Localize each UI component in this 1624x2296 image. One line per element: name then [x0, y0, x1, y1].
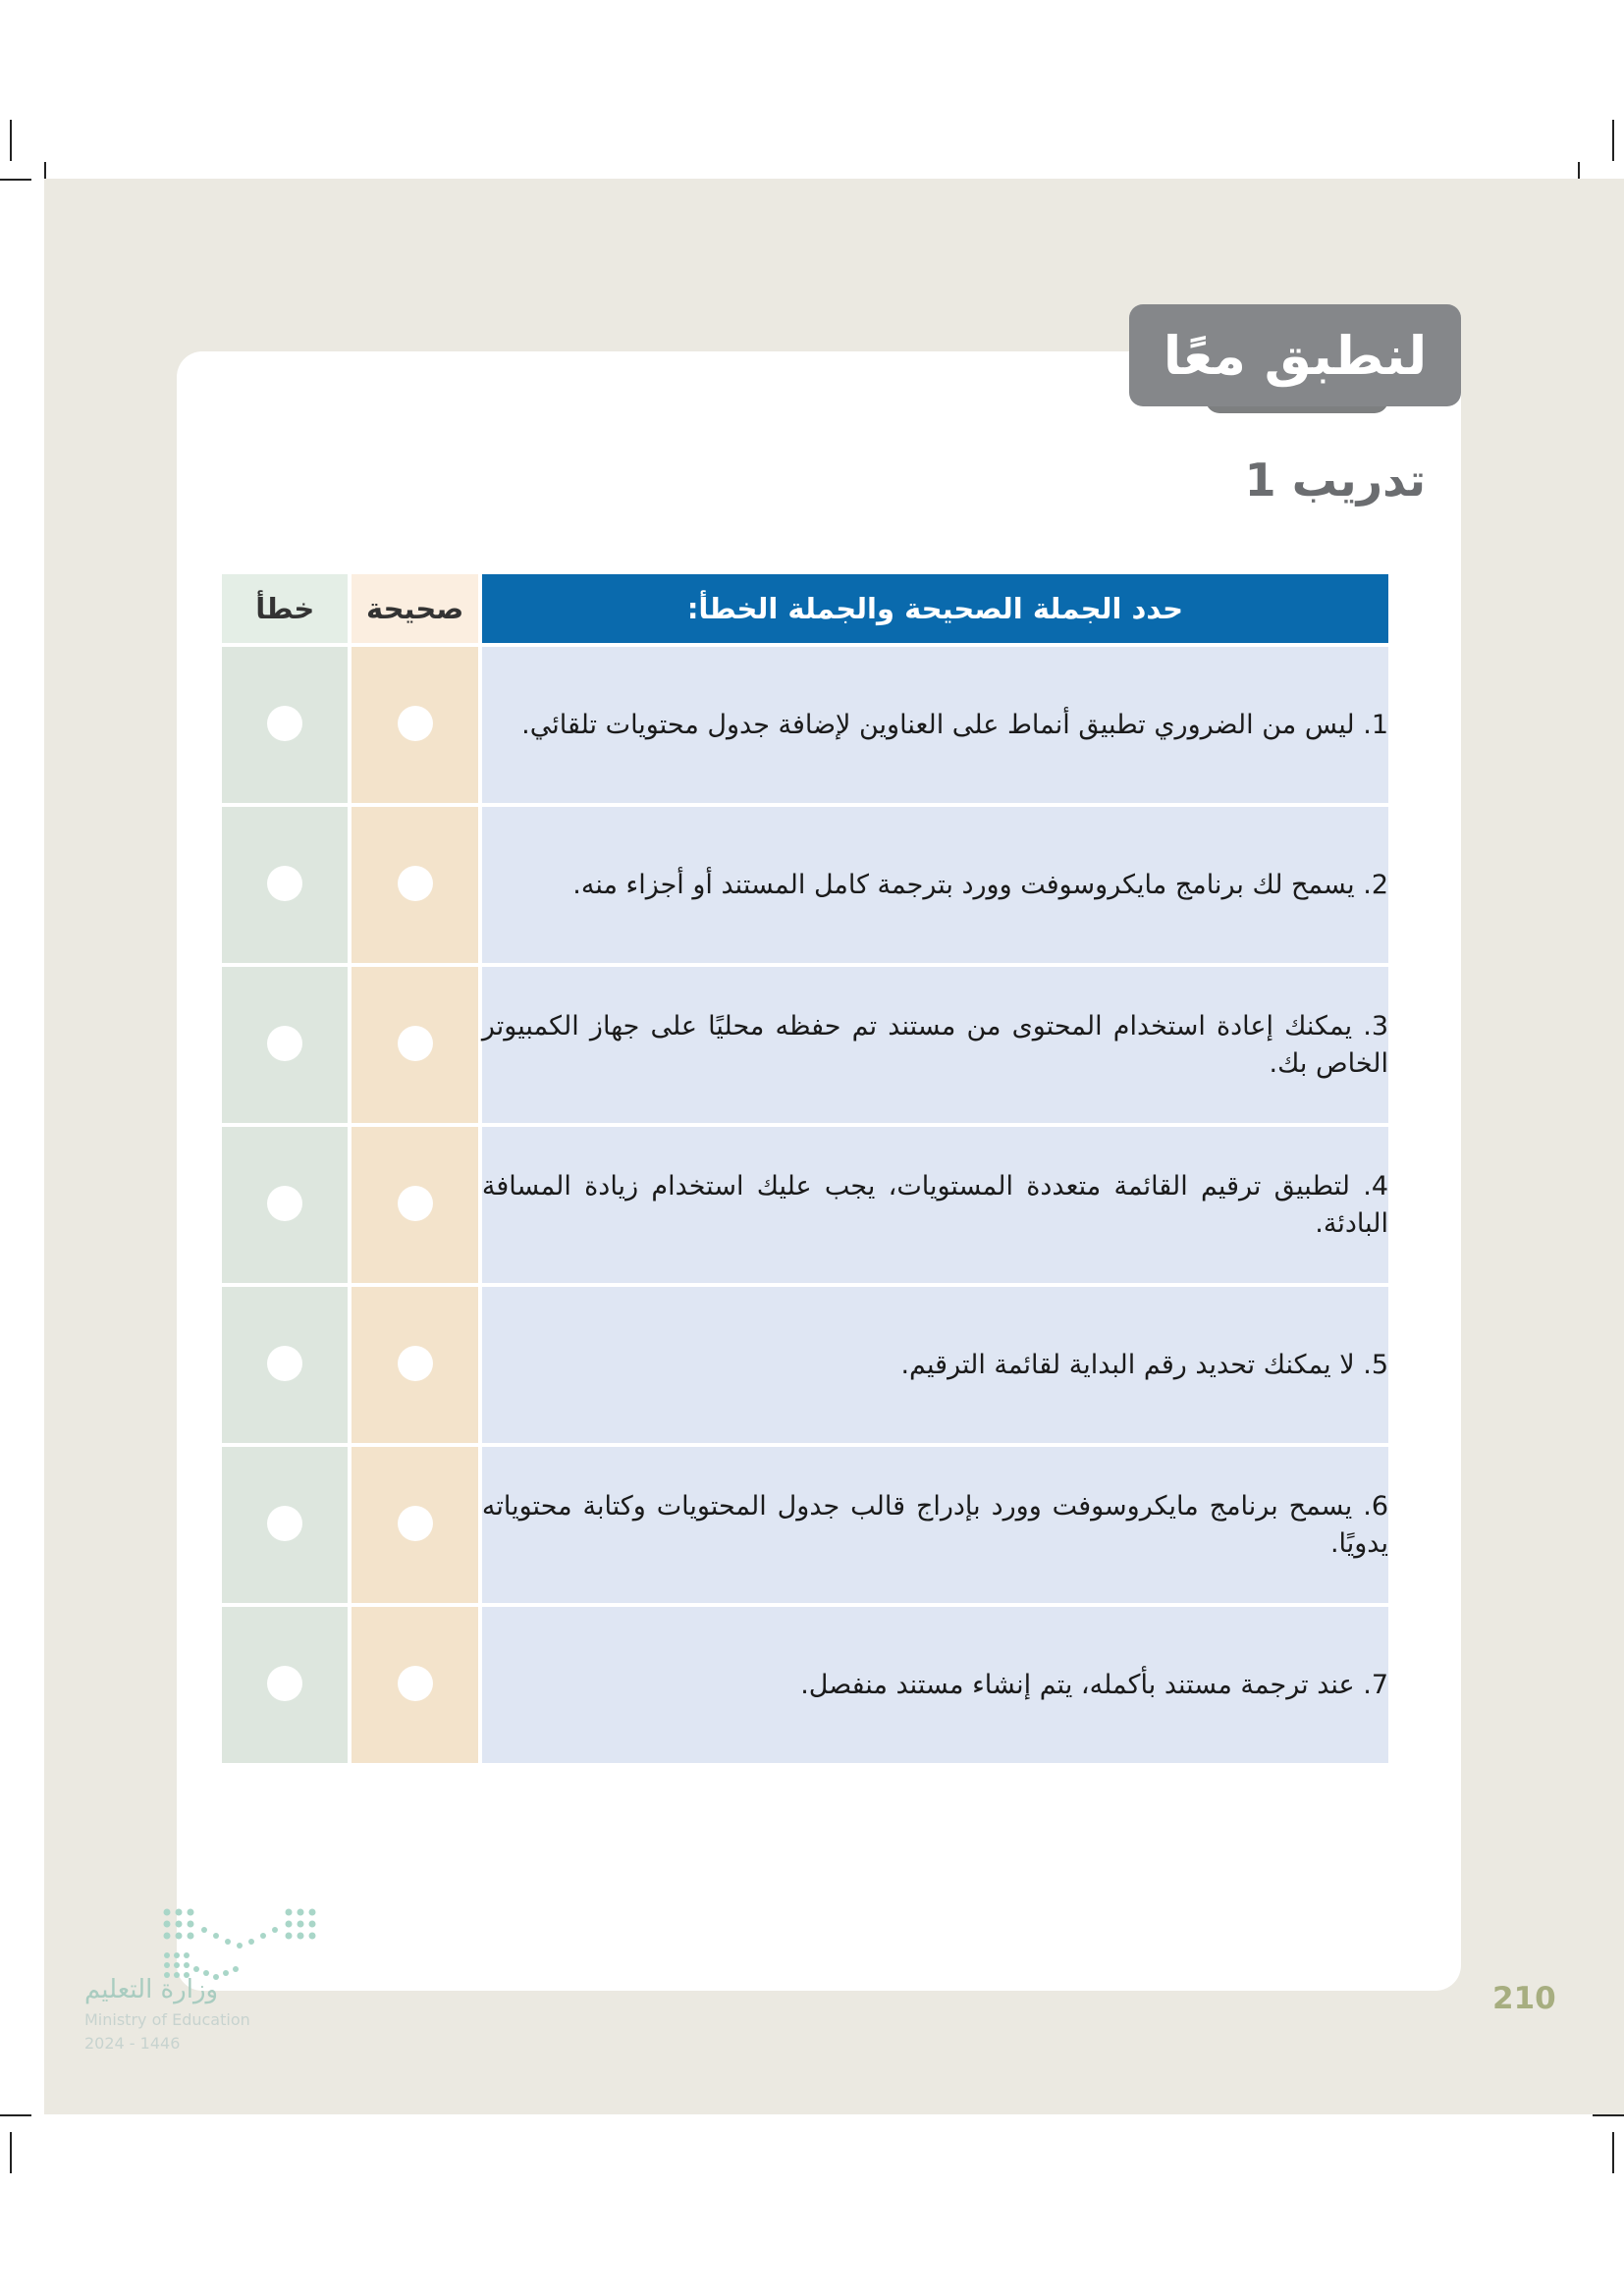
correct-radio[interactable]	[398, 1026, 433, 1061]
wrong-cell	[222, 1287, 348, 1443]
wrong-cell	[222, 1447, 348, 1603]
wrong-radio[interactable]	[267, 1346, 302, 1381]
correct-column-header: صحيحة	[352, 574, 477, 643]
statement-text: 5. لا يمكنك تحديد رقم البداية لقائمة الترقيم.	[482, 1287, 1388, 1443]
correct-radio[interactable]	[398, 1506, 433, 1541]
table-header-row	[222, 574, 1388, 643]
crop-mark	[10, 2132, 12, 2173]
crop-mark	[0, 2114, 31, 2116]
wrong-radio[interactable]	[267, 1506, 302, 1541]
table-row	[222, 807, 1388, 963]
statement-text: 3. يمكنك إعادة استخدام المحتوى من مستند تم حفظه محليًا على جهاز الكمبيوتر الخاص بك.	[482, 967, 1388, 1123]
correct-radio[interactable]	[398, 706, 433, 741]
true-false-table	[218, 570, 1392, 1767]
correct-cell	[352, 647, 477, 803]
wrong-cell	[222, 807, 348, 963]
correct-radio[interactable]	[398, 1186, 433, 1221]
statement-text: 6. يسمح برنامج مايكروسوفت وورد بإدراج قالب جدول المحتويات وكتابة محتوياته يدويًا.	[482, 1447, 1388, 1603]
ministry-name-arabic: وزارة التعليم	[84, 1975, 219, 2004]
wrong-cell	[222, 967, 348, 1123]
ministry-year: 2024 - 1446	[84, 2034, 181, 2053]
table-row	[222, 967, 1388, 1123]
page-number: 210	[1492, 1981, 1556, 2016]
statement-text: 1. ليس من الضروري تطبيق أنماط على العناوين لإضافة جدول محتويات تلقائي.	[482, 647, 1388, 803]
section-banner: لنطبق معًا	[1129, 304, 1461, 406]
exercise-title: تدريب 1	[1244, 454, 1426, 507]
table-row	[222, 1127, 1388, 1283]
statement-text: 4. لتطبيق ترقيم القائمة متعددة المستويات، يجب عليك استخدام زيادة المسافة البادئة.	[482, 1127, 1388, 1283]
correct-cell	[352, 1287, 477, 1443]
crop-mark	[1612, 2132, 1614, 2173]
correct-radio[interactable]	[398, 866, 433, 901]
correct-cell	[352, 807, 477, 963]
wrong-radio[interactable]	[267, 1026, 302, 1061]
correct-cell	[352, 1447, 477, 1603]
table-row	[222, 1607, 1388, 1763]
ministry-name-english: Ministry of Education	[84, 2010, 250, 2029]
question-column-header: حدد الجملة الصحيحة والجملة الخطأ:	[482, 574, 1388, 643]
wrong-radio[interactable]	[267, 866, 302, 901]
crop-mark	[0, 179, 31, 181]
correct-cell	[352, 1127, 477, 1283]
wrong-cell	[222, 1127, 348, 1283]
wrong-cell	[222, 1607, 348, 1763]
crop-mark	[1612, 120, 1614, 161]
table-row	[222, 1287, 1388, 1443]
crop-mark	[1593, 2114, 1624, 2116]
wrong-radio[interactable]	[267, 1186, 302, 1221]
statement-text: 7. عند ترجمة مستند بأكمله، يتم إنشاء مستند منفصل.	[482, 1607, 1388, 1763]
ministry-logo-dots-icon	[157, 1902, 324, 1961]
table-row	[222, 1447, 1388, 1603]
wrong-column-header: خطأ	[222, 574, 348, 643]
correct-radio[interactable]	[398, 1346, 433, 1381]
wrong-cell	[222, 647, 348, 803]
crop-mark	[10, 120, 12, 161]
table-row	[222, 647, 1388, 803]
correct-cell	[352, 1607, 477, 1763]
statement-text: 2. يسمح لك برنامج مايكروسوفت وورد بترجمة كامل المستند أو أجزاء منه.	[482, 807, 1388, 963]
wrong-radio[interactable]	[267, 706, 302, 741]
wrong-radio[interactable]	[267, 1666, 302, 1701]
correct-radio[interactable]	[398, 1666, 433, 1701]
correct-cell	[352, 967, 477, 1123]
